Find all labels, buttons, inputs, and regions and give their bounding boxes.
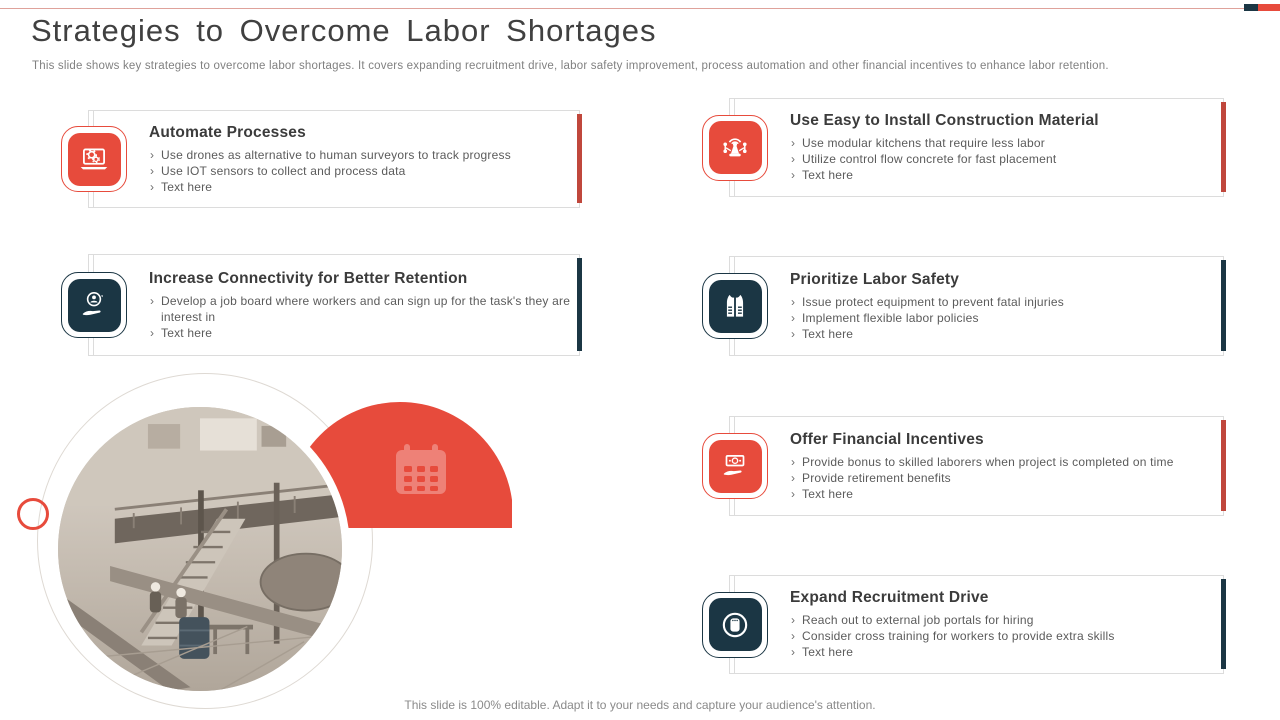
bullet-item: › Utilize control flow concrete for fast placement xyxy=(790,151,1207,167)
card-automate-processes xyxy=(88,110,580,208)
card-bullets xyxy=(790,135,1207,183)
page-title: Strategies to Overcome Labor Shortages xyxy=(31,13,657,48)
bullet-item: › Use drones as alternative to human surveyors to track progress xyxy=(149,147,563,163)
construction-site-photo xyxy=(50,399,350,699)
footer-note: This slide is 100% editable. Adapt it to your needs and capture your audience's attention. xyxy=(404,698,876,712)
laptop-gears-icon xyxy=(61,126,127,192)
decor-small-red-ring xyxy=(17,498,49,530)
page-subtitle: This slide shows key strategies to overcome labor shortages. It covers expanding recruitment drive, labor safety improvement, process automation and other financial incentives to enhance labor retention. xyxy=(32,60,1109,72)
money-hand-icon xyxy=(702,433,768,499)
construction-material-icon xyxy=(702,115,768,181)
bullet-item: › Develop a job board where workers and can sign up for the task's they are interest in xyxy=(149,293,579,325)
card-bullets xyxy=(149,293,571,341)
card-labor-safety xyxy=(729,256,1224,356)
bullet-item: › Consider cross training for workers to provide extra skills xyxy=(790,628,1207,644)
bullet-item: › Text here xyxy=(790,486,1207,502)
calendar-icon xyxy=(389,438,453,502)
bullet-item: › Provide retirement benefits xyxy=(790,470,1207,486)
card-construction-material xyxy=(729,98,1224,197)
document-circle-icon xyxy=(702,592,768,658)
card-accent-bar xyxy=(1221,102,1226,192)
safety-vest-icon xyxy=(702,273,768,339)
card-title: Offer Financial Incentives xyxy=(790,430,984,448)
card-accent-bar xyxy=(577,114,582,203)
bullet-item: › Text here xyxy=(790,326,1207,342)
card-accent-bar xyxy=(1221,260,1226,351)
card-increase-connectivity xyxy=(88,254,580,356)
hand-person-icon xyxy=(61,272,127,338)
bullet-item: › Text here xyxy=(790,167,1207,183)
card-financial-incentives xyxy=(729,416,1224,516)
bullet-item: › Issue protect equipment to prevent fatal injuries xyxy=(790,294,1207,310)
card-recruitment-drive xyxy=(729,575,1224,674)
card-accent-bar xyxy=(1221,420,1226,511)
bullet-item: › Use modular kitchens that require less labor xyxy=(790,135,1207,151)
bullet-item: › Use IOT sensors to collect and process data xyxy=(149,163,563,179)
bullet-item: › Reach out to external job portals for hiring xyxy=(790,612,1207,628)
bullet-item: › Text here xyxy=(790,644,1207,660)
bullet-item: › Text here xyxy=(149,325,563,341)
top-corner-navy-bar xyxy=(1244,4,1258,11)
top-corner-red-bar xyxy=(1258,4,1280,11)
bullet-item: › Text here xyxy=(149,179,563,195)
top-accent-line xyxy=(0,8,1280,9)
card-title: Prioritize Labor Safety xyxy=(790,270,960,288)
card-title: Automate Processes xyxy=(149,123,306,141)
bullet-item: › Implement flexible labor policies xyxy=(790,310,1207,326)
bullet-item: › Provide bonus to skilled laborers when project is completed on time xyxy=(790,454,1207,470)
card-title: Expand Recruitment Drive xyxy=(790,589,989,606)
card-bullets xyxy=(790,454,1207,502)
card-title: Increase Connectivity for Better Retention xyxy=(149,269,468,287)
card-bullets xyxy=(790,294,1207,342)
card-bullets xyxy=(790,612,1207,660)
card-accent-bar xyxy=(1221,579,1226,669)
card-bullets xyxy=(149,147,563,195)
card-title: Use Easy to Install Construction Material xyxy=(790,112,1099,129)
card-accent-bar xyxy=(577,258,582,351)
